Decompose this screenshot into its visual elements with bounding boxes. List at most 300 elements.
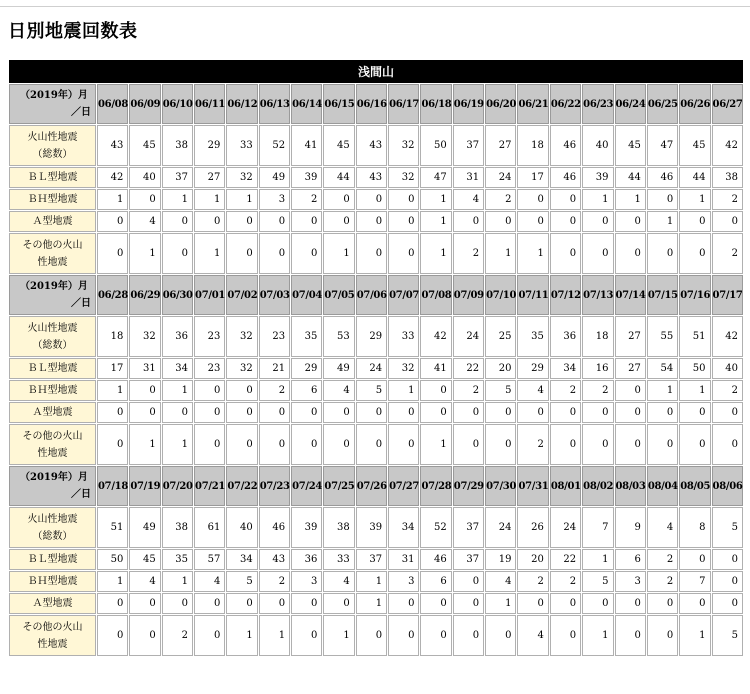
count-cell: 0: [291, 424, 322, 465]
count-cell: 0: [97, 424, 128, 465]
count-cell: 1: [420, 189, 451, 210]
year-month-day-label: [9, 84, 96, 124]
count-cell: 0: [129, 615, 160, 656]
count-cell: 6: [291, 380, 322, 401]
count-cell: 50: [679, 358, 710, 379]
count-cell: 52: [420, 507, 451, 548]
count-cell: 23: [259, 316, 290, 357]
count-cell: 1: [356, 571, 387, 592]
date-cell: 08/01: [550, 466, 581, 506]
count-cell: 0: [679, 549, 710, 570]
count-cell: 1: [356, 593, 387, 614]
row-label: [9, 571, 96, 592]
date-cell: 07/01: [194, 275, 225, 315]
row-label: [9, 593, 96, 614]
count-cell: 0: [356, 211, 387, 232]
count-cell: 43: [356, 167, 387, 188]
count-cell: 0: [356, 189, 387, 210]
count-cell: 31: [129, 358, 160, 379]
count-cell: 1: [679, 615, 710, 656]
count-cell: 45: [323, 125, 354, 166]
count-cell: 1: [97, 380, 128, 401]
day-label: ／日: [71, 489, 91, 500]
count-cell: 34: [550, 358, 581, 379]
count-cell: 29: [194, 125, 225, 166]
count-cell: 46: [647, 167, 678, 188]
count-cell: 37: [453, 125, 484, 166]
count-cell: 0: [453, 593, 484, 614]
count-cell: 37: [356, 549, 387, 570]
table-row: [9, 424, 743, 465]
count-cell: 0: [291, 615, 322, 656]
count-cell: 2: [259, 380, 290, 401]
date-cell: 07/21: [194, 466, 225, 506]
count-cell: 20: [517, 549, 548, 570]
year-month-label: （2019年）月: [20, 90, 88, 101]
count-cell: 0: [97, 615, 128, 656]
count-cell: 24: [453, 316, 484, 357]
date-cell: 07/09: [453, 275, 484, 315]
count-cell: 0: [647, 615, 678, 656]
count-cell: 2: [712, 380, 743, 401]
date-cell: 07/31: [517, 466, 548, 506]
table-row: [9, 211, 743, 232]
count-cell: 0: [453, 571, 484, 592]
count-cell: 24: [485, 167, 516, 188]
count-cell: 23: [194, 316, 225, 357]
date-cell: 07/08: [420, 275, 451, 315]
row-label-line: 火山性地震: [27, 513, 78, 525]
count-cell: 57: [194, 549, 225, 570]
count-cell: 0: [679, 233, 710, 274]
count-cell: 0: [517, 211, 548, 232]
count-cell: 0: [259, 424, 290, 465]
count-cell: 7: [582, 507, 613, 548]
date-cell: 08/03: [615, 466, 646, 506]
count-cell: 5: [712, 507, 743, 548]
count-cell: 0: [97, 233, 128, 274]
table-row: [9, 233, 743, 274]
count-cell: 39: [356, 507, 387, 548]
count-cell: 0: [485, 211, 516, 232]
count-cell: 31: [453, 167, 484, 188]
count-cell: 4: [485, 571, 516, 592]
count-cell: 41: [291, 125, 322, 166]
count-cell: 4: [323, 571, 354, 592]
count-cell: 22: [453, 358, 484, 379]
date-cell: 07/30: [485, 466, 516, 506]
count-cell: 0: [679, 402, 710, 423]
count-cell: 1: [582, 615, 613, 656]
date-cell: 06/13: [259, 84, 290, 124]
row-label-line: ＢＨ型地震: [27, 194, 78, 205]
count-cell: 49: [259, 167, 290, 188]
count-cell: 1: [679, 189, 710, 210]
count-cell: 17: [517, 167, 548, 188]
count-cell: 46: [259, 507, 290, 548]
table-row: [9, 507, 743, 548]
count-cell: 0: [582, 402, 613, 423]
count-cell: 0: [291, 233, 322, 274]
count-cell: 2: [582, 380, 613, 401]
count-cell: 1: [420, 211, 451, 232]
count-cell: 0: [615, 615, 646, 656]
count-cell: 50: [420, 125, 451, 166]
row-label: [9, 402, 96, 423]
count-cell: 37: [453, 549, 484, 570]
count-cell: 1: [129, 233, 160, 274]
row-label: [9, 167, 96, 188]
count-cell: 46: [550, 125, 581, 166]
date-cell: 06/12: [226, 84, 257, 124]
count-cell: 16: [582, 358, 613, 379]
count-cell: 0: [259, 233, 290, 274]
count-cell: 0: [388, 233, 419, 274]
count-cell: 1: [162, 424, 193, 465]
date-cell: 08/04: [647, 466, 678, 506]
count-cell: 0: [162, 233, 193, 274]
date-cell: 07/28: [420, 466, 451, 506]
count-cell: 50: [97, 549, 128, 570]
table-row: [9, 402, 743, 423]
count-cell: 2: [517, 571, 548, 592]
count-cell: 44: [323, 167, 354, 188]
count-cell: 0: [485, 402, 516, 423]
year-month-day-label: [9, 275, 96, 315]
count-cell: 0: [388, 593, 419, 614]
count-cell: 0: [97, 593, 128, 614]
table-row: [9, 380, 743, 401]
date-cell: 06/18: [420, 84, 451, 124]
count-cell: 0: [647, 402, 678, 423]
row-label-line: 火山性地震: [27, 322, 78, 334]
count-cell: 0: [388, 615, 419, 656]
count-cell: 0: [97, 211, 128, 232]
date-cell: 07/15: [647, 275, 678, 315]
count-cell: 0: [388, 189, 419, 210]
date-cell: 07/17: [712, 275, 743, 315]
count-cell: 0: [129, 402, 160, 423]
count-cell: 51: [97, 507, 128, 548]
count-cell: 1: [323, 233, 354, 274]
count-cell: 1: [162, 380, 193, 401]
count-cell: 43: [97, 125, 128, 166]
count-cell: 8: [679, 507, 710, 548]
count-cell: 3: [615, 571, 646, 592]
table-row: [9, 189, 743, 210]
date-cell: 06/21: [517, 84, 548, 124]
count-cell: 0: [485, 424, 516, 465]
count-cell: 9: [615, 507, 646, 548]
count-cell: 0: [291, 593, 322, 614]
day-label: ／日: [71, 298, 91, 309]
date-cell: 07/12: [550, 275, 581, 315]
date-cell: 07/04: [291, 275, 322, 315]
count-cell: 39: [582, 167, 613, 188]
count-cell: 53: [323, 316, 354, 357]
count-cell: 35: [291, 316, 322, 357]
count-cell: 0: [679, 593, 710, 614]
count-cell: 0: [129, 593, 160, 614]
count-cell: 0: [420, 615, 451, 656]
count-cell: 32: [226, 167, 257, 188]
count-cell: 0: [647, 424, 678, 465]
count-cell: 40: [712, 358, 743, 379]
count-cell: 0: [582, 424, 613, 465]
count-cell: 0: [291, 211, 322, 232]
count-cell: 4: [517, 380, 548, 401]
count-cell: 42: [712, 125, 743, 166]
row-label: [9, 211, 96, 232]
date-cell: 06/24: [615, 84, 646, 124]
count-cell: 2: [647, 549, 678, 570]
count-cell: 0: [517, 593, 548, 614]
date-cell: 07/14: [615, 275, 646, 315]
count-cell: 0: [226, 593, 257, 614]
count-cell: 4: [453, 189, 484, 210]
count-cell: 0: [420, 593, 451, 614]
count-cell: 18: [582, 316, 613, 357]
count-cell: 0: [194, 593, 225, 614]
count-cell: 2: [550, 380, 581, 401]
count-cell: 32: [388, 125, 419, 166]
count-cell: 39: [291, 507, 322, 548]
count-cell: 4: [323, 380, 354, 401]
count-cell: 26: [517, 507, 548, 548]
count-cell: 23: [194, 358, 225, 379]
date-cell: 06/22: [550, 84, 581, 124]
count-cell: 0: [550, 615, 581, 656]
table-row: [9, 571, 743, 592]
count-cell: 0: [129, 380, 160, 401]
table-row: [9, 125, 743, 166]
count-cell: 0: [194, 402, 225, 423]
count-cell: 54: [647, 358, 678, 379]
count-cell: 27: [485, 125, 516, 166]
count-cell: 0: [582, 233, 613, 274]
count-cell: 0: [194, 615, 225, 656]
date-cell: 06/08: [97, 84, 128, 124]
date-cell: 07/20: [162, 466, 193, 506]
count-cell: 2: [453, 380, 484, 401]
count-cell: 0: [323, 211, 354, 232]
date-cell: 06/28: [97, 275, 128, 315]
count-cell: 1: [582, 549, 613, 570]
count-cell: 1: [226, 189, 257, 210]
count-cell: 1: [97, 571, 128, 592]
count-cell: 32: [388, 358, 419, 379]
count-cell: 44: [615, 167, 646, 188]
count-cell: 32: [129, 316, 160, 357]
date-cell: 06/27: [712, 84, 743, 124]
date-cell: 07/18: [97, 466, 128, 506]
count-cell: 1: [582, 189, 613, 210]
row-label: [9, 380, 96, 401]
date-cell: 06/20: [485, 84, 516, 124]
count-cell: 45: [129, 549, 160, 570]
date-cell: 08/02: [582, 466, 613, 506]
count-cell: 0: [615, 402, 646, 423]
count-cell: 4: [194, 571, 225, 592]
count-cell: 24: [550, 507, 581, 548]
date-cell: 08/06: [712, 466, 743, 506]
count-cell: 0: [485, 615, 516, 656]
count-cell: 20: [485, 358, 516, 379]
year-month-day-label: [9, 466, 96, 506]
count-cell: 0: [259, 211, 290, 232]
date-cell: 06/11: [194, 84, 225, 124]
count-cell: 3: [291, 571, 322, 592]
count-cell: 0: [615, 593, 646, 614]
day-label: ／日: [71, 107, 91, 118]
count-cell: 40: [582, 125, 613, 166]
date-cell: 07/02: [226, 275, 257, 315]
count-cell: 41: [420, 358, 451, 379]
count-cell: 1: [97, 189, 128, 210]
count-cell: 0: [356, 402, 387, 423]
count-cell: 0: [582, 211, 613, 232]
count-cell: 1: [420, 233, 451, 274]
count-cell: 42: [712, 316, 743, 357]
count-cell: 1: [647, 211, 678, 232]
date-cell: 07/03: [259, 275, 290, 315]
count-cell: 0: [226, 211, 257, 232]
row-label-line: Ａ型地震: [32, 407, 73, 418]
count-cell: 40: [129, 167, 160, 188]
count-cell: 37: [453, 507, 484, 548]
earthquake-count-table: [8, 59, 744, 657]
count-cell: 39: [291, 167, 322, 188]
count-cell: 35: [162, 549, 193, 570]
row-label-line: ＢＬ型地震: [27, 363, 78, 374]
count-cell: 18: [97, 316, 128, 357]
count-cell: 38: [162, 507, 193, 548]
count-cell: 51: [679, 316, 710, 357]
count-cell: 18: [517, 125, 548, 166]
count-cell: 52: [259, 125, 290, 166]
count-cell: 27: [615, 316, 646, 357]
count-cell: 42: [420, 316, 451, 357]
count-cell: 47: [420, 167, 451, 188]
count-cell: 0: [712, 571, 743, 592]
count-cell: 0: [582, 593, 613, 614]
count-cell: 49: [129, 507, 160, 548]
count-cell: 33: [226, 125, 257, 166]
count-cell: 6: [420, 571, 451, 592]
count-cell: 1: [420, 424, 451, 465]
date-cell: 07/27: [388, 466, 419, 506]
date-cell: 06/17: [388, 84, 419, 124]
count-cell: 34: [162, 358, 193, 379]
count-cell: 0: [420, 380, 451, 401]
year-month-label: （2019年）月: [20, 472, 88, 483]
date-cell: 06/15: [323, 84, 354, 124]
count-cell: 4: [647, 507, 678, 548]
count-cell: 0: [550, 233, 581, 274]
count-cell: 0: [647, 593, 678, 614]
row-label-line: （総数）: [32, 339, 73, 351]
count-cell: 47: [647, 125, 678, 166]
date-cell: 07/06: [356, 275, 387, 315]
table-row: [9, 167, 743, 188]
count-cell: 0: [420, 402, 451, 423]
count-cell: 43: [259, 549, 290, 570]
count-cell: 0: [453, 424, 484, 465]
table-row: [9, 615, 743, 656]
date-cell: 07/26: [356, 466, 387, 506]
count-cell: 1: [485, 593, 516, 614]
count-cell: 0: [388, 211, 419, 232]
count-cell: 36: [162, 316, 193, 357]
count-cell: 32: [388, 167, 419, 188]
count-cell: 44: [679, 167, 710, 188]
count-cell: 4: [517, 615, 548, 656]
date-cell: 07/19: [129, 466, 160, 506]
table-row: [9, 549, 743, 570]
count-cell: 0: [194, 424, 225, 465]
row-label-line: （総数）: [32, 530, 73, 542]
date-cell: 06/14: [291, 84, 322, 124]
count-cell: 0: [550, 211, 581, 232]
row-label: [9, 358, 96, 379]
table-row: [9, 593, 743, 614]
date-cell: 06/25: [647, 84, 678, 124]
date-cell: 06/23: [582, 84, 613, 124]
row-label: [9, 615, 96, 656]
count-cell: 0: [453, 211, 484, 232]
count-cell: 31: [388, 549, 419, 570]
row-label: [9, 189, 96, 210]
count-cell: 0: [550, 593, 581, 614]
volcano-name: 浅間山: [9, 60, 743, 83]
date-cell: 06/09: [129, 84, 160, 124]
count-cell: 40: [226, 507, 257, 548]
count-cell: 29: [291, 358, 322, 379]
count-cell: 36: [550, 316, 581, 357]
count-cell: 2: [550, 571, 581, 592]
count-cell: 2: [162, 615, 193, 656]
date-cell: 07/23: [259, 466, 290, 506]
row-label-line: その他の火山: [22, 430, 83, 442]
table-row: [9, 358, 743, 379]
count-cell: 0: [226, 402, 257, 423]
date-cell: 06/16: [356, 84, 387, 124]
count-cell: 0: [550, 424, 581, 465]
count-cell: 0: [291, 402, 322, 423]
count-cell: 0: [615, 233, 646, 274]
date-cell: 07/29: [453, 466, 484, 506]
date-cell: 06/30: [162, 275, 193, 315]
row-label: [9, 424, 96, 465]
date-header-row: [9, 84, 743, 124]
count-cell: 0: [97, 402, 128, 423]
count-cell: 1: [194, 189, 225, 210]
count-cell: 46: [420, 549, 451, 570]
row-label-line: 性地震: [37, 447, 68, 459]
count-cell: 0: [323, 402, 354, 423]
date-cell: 07/07: [388, 275, 419, 315]
count-cell: 4: [129, 571, 160, 592]
count-cell: 29: [517, 358, 548, 379]
page-title: 日別地震回数表: [8, 21, 138, 42]
count-cell: 1: [323, 615, 354, 656]
count-cell: 35: [517, 316, 548, 357]
date-cell: 07/13: [582, 275, 613, 315]
top-divider: [0, 6, 750, 7]
count-cell: 0: [162, 211, 193, 232]
count-cell: 61: [194, 507, 225, 548]
count-cell: 0: [356, 233, 387, 274]
